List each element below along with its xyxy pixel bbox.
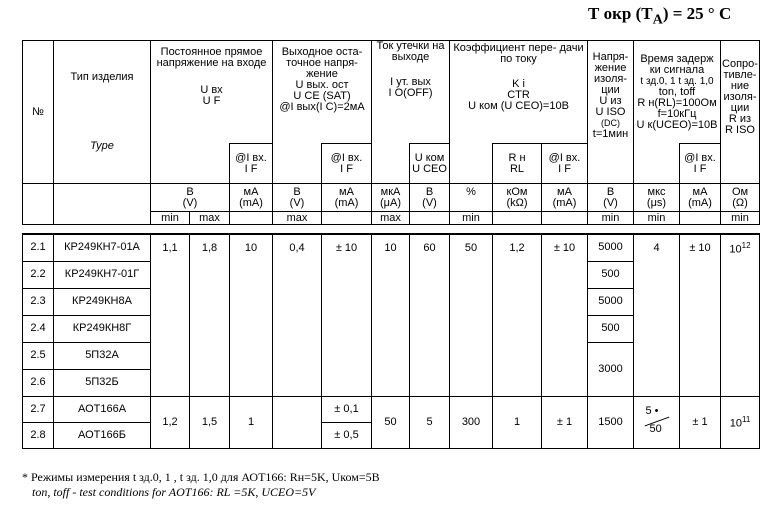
header-delay-time: Время задерж ки сигнала t зд.0, 1 t зд. 1,0 ton, toff R н(RL)=100Ом f=10кГц U к(UCEO)=10В <box>634 41 721 144</box>
header-no: № <box>23 41 54 184</box>
units-row: B (V) мА (mA) B (V) мА (mA) мкА (μA) B (V) % кОм (kΩ) мА (mA) B (V) мкс (μs) мА (mA) Ом (Ω) <box>23 184 760 212</box>
table-row: 2.6 5П32Б <box>23 369 760 396</box>
table-row: 2.8 АОТ166Б ± 0,5 <box>23 422 760 448</box>
page-title: Т окр $(Т_A) = 25$ ° C <box>588 4 732 28</box>
header-transfer-ratio: Коэффициент пере- дачи по току K i CTR U ком (U CEO)=10B <box>450 41 588 144</box>
header-delay-if: @I вх. I F <box>680 144 721 184</box>
parameters-table <box>22 40 760 449</box>
limits-row: min max max max min min min min <box>23 212 760 225</box>
header-isolation-voltage: Напря- жение изоля- ции U из U ISO (DC) t=1мин <box>588 41 634 184</box>
footnote: * Режимы измерения t зд.0, 1 , t зд. 1,0 для АОТ166: Rн=5K, Uком=5B ton, toff - test conditions for AOT166: RL =5K, UCEO=5V <box>22 470 380 499</box>
header-ctr-rl: R н RL <box>493 144 542 184</box>
table-row: 2.3 КР249КН8А 5000 <box>23 288 760 315</box>
table-row: 2.1 КР249КН7-01А 1,1 1,8 10 0,4 ± 10 10 60 50 1,2 ± 10 5000 4 ± 10 $10^{12}$ <box>23 234 760 261</box>
header-uce-if: @I вх. I F <box>322 144 372 184</box>
header-leakage-current: Ток утечки на выходе I ут. вых I O(OFF) <box>372 41 450 144</box>
header-leak-u: U ком U CEO <box>410 144 450 184</box>
header-residual-voltage: Выходное оста- точное напря- жение U вых. ост U CE (SAT) @I вых(I C)=2мА <box>273 41 372 144</box>
table-row: 2.5 5П32А 3000 <box>23 342 760 369</box>
table-row: 2.2 КР249КН7-01Г 500 <box>23 261 760 288</box>
table-row: 2.7 АОТ166А 1,2 1,5 1 ± 0,1 50 5 300 1 ± 1 1500 5 • 50 ± 1 $10^{11}$ <box>23 396 760 422</box>
table-row: 2.4 КР249КН8Г 500 <box>23 315 760 342</box>
header-isolation-resistance: Сопро- тивле- ние изоля- ции R из R ISO <box>721 41 760 184</box>
header-uf-if: @I вх. I F <box>230 144 273 184</box>
header-ctr-if: @I вх. I F <box>542 144 588 184</box>
header-forward-voltage: Постоянное прямое напряжение на входе U вх U F <box>151 41 273 144</box>
delay-fraction: 5 • 50 <box>634 396 680 448</box>
header-type: Тип изделия Type <box>54 41 151 184</box>
